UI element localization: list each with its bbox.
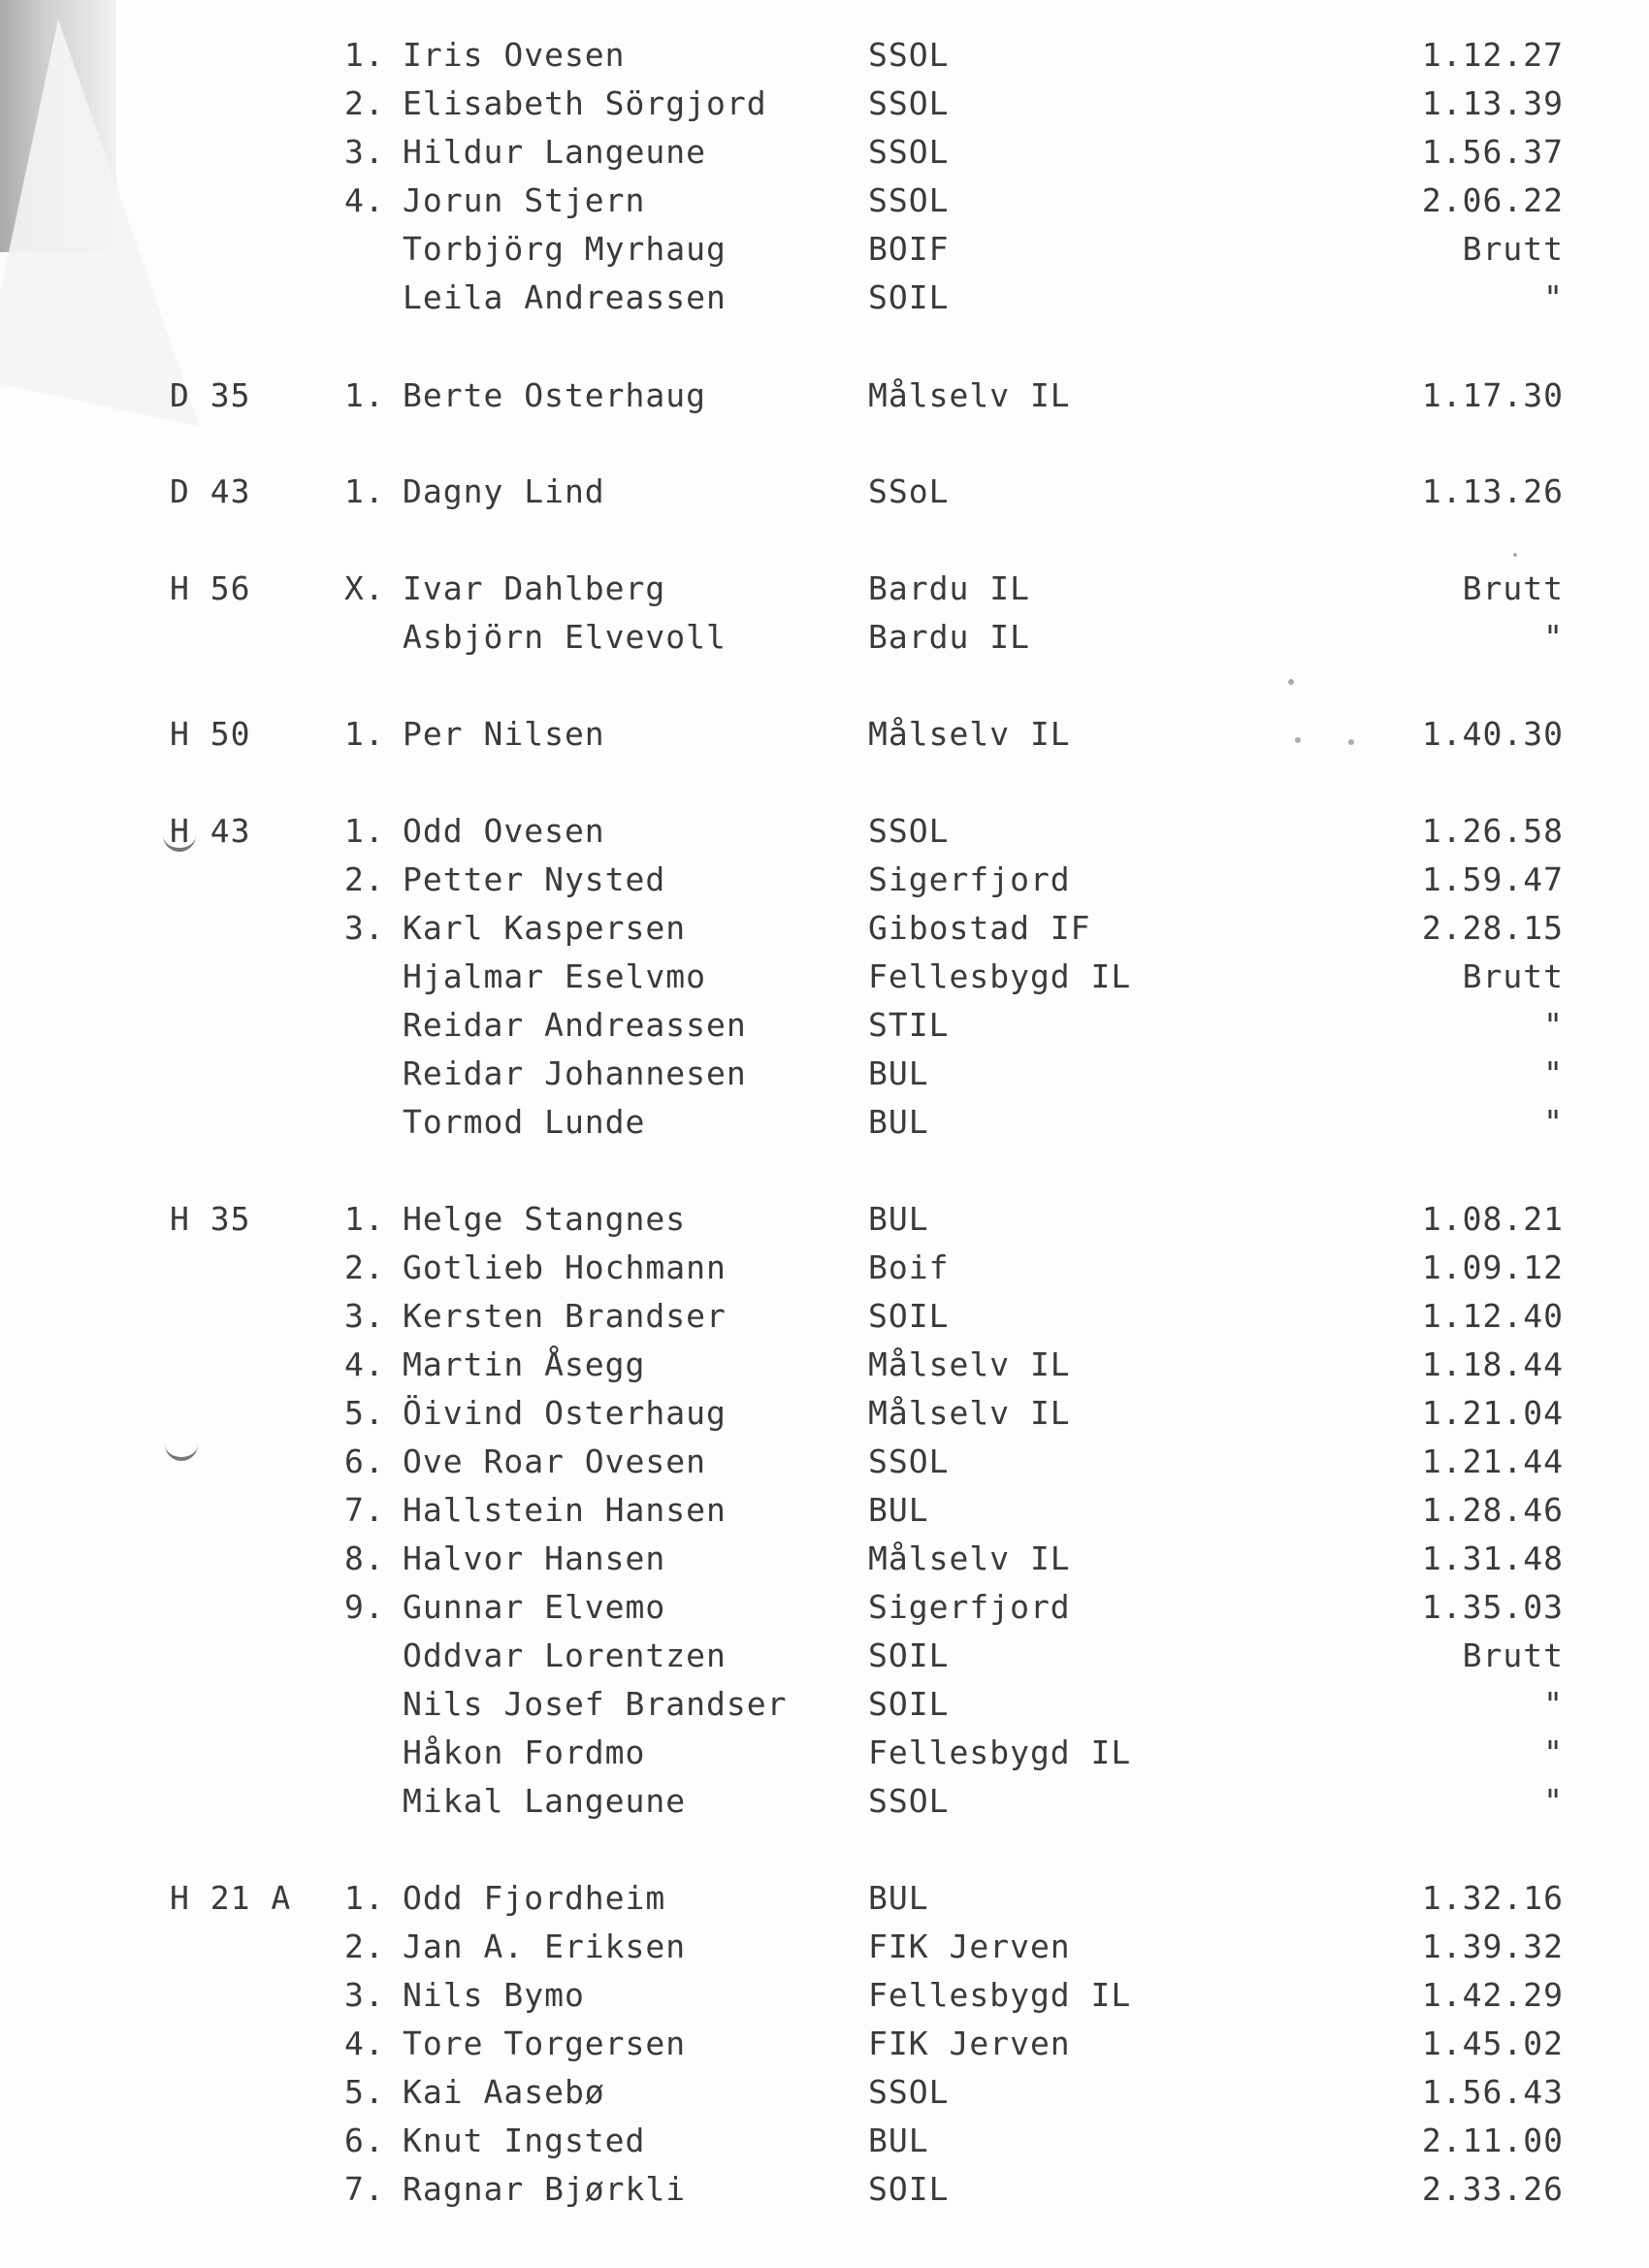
competitor-name: Kersten Brandser [403,1297,727,1335]
competitor-name: Knut Ingsted [403,2122,646,2159]
finish-time: " [1543,1685,1564,1723]
result-row [0,1438,1649,1486]
competitor-name: Halvor Hansen [403,1539,666,1577]
club-name: FIK Jerven [868,1928,1071,1965]
competitor-name: Jan A. Eriksen [403,1928,687,1965]
club-name: STIL [868,1006,950,1044]
competitor-name: Nils Bymo [403,1976,585,2014]
finish-time: 1.21.44 [1421,1442,1564,1480]
result-row [0,372,1649,420]
result-row [0,468,1649,516]
competitor-name: Jorun Stjern [403,181,646,219]
result-row [0,613,1649,662]
club-name: BUL [868,1491,929,1529]
result-row [0,1050,1649,1098]
placing: 5. [344,1394,385,1432]
finish-time: " [1543,1733,1564,1771]
result-row [0,2068,1649,2117]
club-name: Bardu IL [868,569,1030,607]
competitor-name: Berte Osterhaug [403,376,707,414]
competitor-name: Reidar Johannesen [403,1054,747,1092]
finish-time: " [1543,1006,1564,1044]
club-name: Målselv IL [868,1394,1071,1432]
placing: 7. [344,1491,385,1529]
result-row [0,128,1649,177]
competitor-name: Ove Roar Ovesen [403,1442,707,1480]
finish-time: 1.59.47 [1421,860,1564,898]
finish-time: 2.33.26 [1421,2170,1564,2208]
competitor-name: Karl Kaspersen [403,909,687,947]
result-row [0,1535,1649,1583]
competitor-name: Iris Ovesen [403,36,626,74]
result-row [0,1583,1649,1632]
competitor-name: Mikal Langeune [403,1782,687,1820]
club-name: SSOL [868,36,950,74]
club-name: BUL [868,1879,929,1917]
result-row [0,904,1649,953]
finish-time: " [1543,1782,1564,1820]
finish-time: 1.56.43 [1421,2073,1564,2111]
finish-time: 1.40.30 [1421,715,1564,753]
club-name: SSOL [868,2073,950,2111]
competitor-name: Tore Torgersen [403,2025,687,2062]
club-name: SOIL [868,1297,950,1335]
finish-time: 1.45.02 [1421,2025,1564,2062]
finish-time: " [1543,618,1564,656]
result-row [0,1777,1649,1826]
result-row [0,177,1649,225]
finish-time: 1.56.37 [1421,133,1564,171]
result-row [0,1098,1649,1147]
finish-time: 1.09.12 [1421,1248,1564,1286]
competitor-name: Oddvar Lorentzen [403,1636,727,1674]
competitor-name: Petter Nysted [403,860,666,898]
competitor-name: Asbjörn Elvevoll [403,618,727,656]
result-row [0,2020,1649,2068]
finish-time: 1.21.04 [1421,1394,1564,1432]
ink-speck [1288,679,1294,685]
club-name: Sigerfjord [868,860,1071,898]
club-name: Fellesbygd IL [868,957,1132,995]
result-row [0,225,1649,274]
competitor-name: Reidar Andreassen [403,1006,747,1044]
class-label: H 50 [170,715,251,753]
placing: 2. [344,1928,385,1965]
result-row [0,1632,1649,1680]
competitor-name: Ivar Dahlberg [403,569,666,607]
finish-time: 1.35.03 [1421,1588,1564,1626]
club-name: FIK Jerven [868,2025,1071,2062]
placing: 1. [344,376,385,414]
class-label: H 56 [170,569,251,607]
club-name: Målselv IL [868,715,1071,753]
placing: 3. [344,1976,385,2014]
finish-time: Brutt [1462,1636,1564,1674]
result-row [0,856,1649,904]
competitor-name: Hildur Langeune [403,133,707,171]
placing: 1. [344,812,385,850]
club-name: Målselv IL [868,376,1071,414]
competitor-name: Håkon Fordmo [403,1733,646,1771]
result-row [0,2165,1649,2214]
finish-time: 1.39.32 [1421,1928,1564,1965]
finish-time: 1.08.21 [1421,1200,1564,1238]
result-row [0,953,1649,1001]
class-label: H 43 [170,812,251,850]
finish-time: 1.42.29 [1421,1976,1564,2014]
result-row [0,80,1649,128]
competitor-name: Martin Åsegg [403,1345,646,1383]
class-label: H 35 [170,1200,251,1238]
result-row [0,31,1649,80]
competitor-name: Kai Aasebø [403,2073,605,2111]
placing: 9. [344,1588,385,1626]
competitor-name: Tormod Lunde [403,1103,646,1141]
finish-time: 1.17.30 [1421,376,1564,414]
club-name: Målselv IL [868,1539,1071,1577]
placing: 4. [344,2025,385,2062]
placing: 2. [344,860,385,898]
club-name: SSOL [868,133,950,171]
placing: 1. [344,472,385,510]
finish-time: 1.13.39 [1421,84,1564,122]
competitor-name: Per Nilsen [403,715,605,753]
finish-time: 1.32.16 [1421,1879,1564,1917]
competitor-name: Hallstein Hansen [403,1491,727,1529]
placing: 1. [344,1879,385,1917]
finish-time: 1.12.40 [1421,1297,1564,1335]
result-row [0,274,1649,322]
finish-time: Brutt [1462,957,1564,995]
club-name: Bardu IL [868,618,1030,656]
club-name: Fellesbygd IL [868,1976,1132,2014]
finish-time: Brutt [1462,569,1564,607]
club-name: BUL [868,1200,929,1238]
placing: 1. [344,36,385,74]
club-name: SOIL [868,1685,950,1723]
competitor-name: Helge Stangnes [403,1200,687,1238]
result-row [0,1874,1649,1923]
finish-time: 1.31.48 [1421,1539,1564,1577]
result-row [0,1001,1649,1050]
placing: 3. [344,909,385,947]
placing: 3. [344,133,385,171]
ink-speck [1513,553,1517,557]
result-row [0,1729,1649,1777]
club-name: SSOL [868,1442,950,1480]
placing: 6. [344,1442,385,1480]
club-name: SOIL [868,2170,950,2208]
result-row [0,807,1649,856]
club-name: BUL [868,1103,929,1141]
result-row [0,2117,1649,2165]
competitor-name: Odd Fjordheim [403,1879,666,1917]
finish-time: 1.12.27 [1421,36,1564,74]
club-name: Sigerfjord [868,1588,1071,1626]
club-name: Gibostad IF [868,909,1091,947]
class-label: H 21 A [170,1879,292,1917]
club-name: BOIF [868,230,950,268]
finish-time: 1.18.44 [1421,1345,1564,1383]
placing: 1. [344,1200,385,1238]
finish-time: 2.28.15 [1421,909,1564,947]
class-label: D 43 [170,472,251,510]
finish-time: " [1543,1054,1564,1092]
competitor-name: Elisabeth Sörgjord [403,84,767,122]
result-row [0,1680,1649,1729]
placing: X. [344,569,385,607]
club-name: SOIL [868,1636,950,1674]
competitor-name: Hjalmar Eselvmo [403,957,707,995]
club-name: BUL [868,2122,929,2159]
placing: 7. [344,2170,385,2208]
finish-time: Brutt [1462,230,1564,268]
finish-time: 1.26.58 [1421,812,1564,850]
competitor-name: Leila Andreassen [403,278,727,316]
finish-time: 2.06.22 [1421,181,1564,219]
placing: 4. [344,181,385,219]
competitor-name: Nils Josef Brandser [403,1685,788,1723]
finish-time: 1.13.26 [1421,472,1564,510]
class-label: D 35 [170,376,251,414]
placing: 2. [344,84,385,122]
placing: 2. [344,1248,385,1286]
club-name: Fellesbygd IL [868,1733,1132,1771]
finish-time: 1.28.46 [1421,1491,1564,1529]
placing: 5. [344,2073,385,2111]
competitor-name: Odd Ovesen [403,812,605,850]
club-name: SSoL [868,472,950,510]
placing: 1. [344,715,385,753]
placing: 8. [344,1539,385,1577]
placing: 6. [344,2122,385,2159]
result-row [0,710,1649,759]
competitor-name: Gotlieb Hochmann [403,1248,727,1286]
competitor-name: Öivind Osterhaug [403,1394,727,1432]
result-row [0,1341,1649,1389]
result-row [0,1389,1649,1438]
competitor-name: Ragnar Bjørkli [403,2170,687,2208]
placing: 4. [344,1345,385,1383]
result-row [0,1923,1649,1971]
club-name: SSOL [868,812,950,850]
result-row [0,1195,1649,1244]
club-name: SSOL [868,1782,950,1820]
club-name: Boif [868,1248,950,1286]
result-row [0,1971,1649,2020]
result-row [0,1244,1649,1292]
placing: 3. [344,1297,385,1335]
club-name: SSOL [868,181,950,219]
club-name: BUL [868,1054,929,1092]
result-row [0,1486,1649,1535]
result-row [0,565,1649,613]
finish-time: 2.11.00 [1421,2122,1564,2159]
competitor-name: Gunnar Elvemo [403,1588,666,1626]
competitor-name: Dagny Lind [403,472,605,510]
finish-time: " [1543,1103,1564,1141]
finish-time: " [1543,278,1564,316]
club-name: SOIL [868,278,950,316]
club-name: Målselv IL [868,1345,1071,1383]
competitor-name: Torbjörg Myrhaug [403,230,727,268]
club-name: SSOL [868,84,950,122]
result-row [0,1292,1649,1341]
